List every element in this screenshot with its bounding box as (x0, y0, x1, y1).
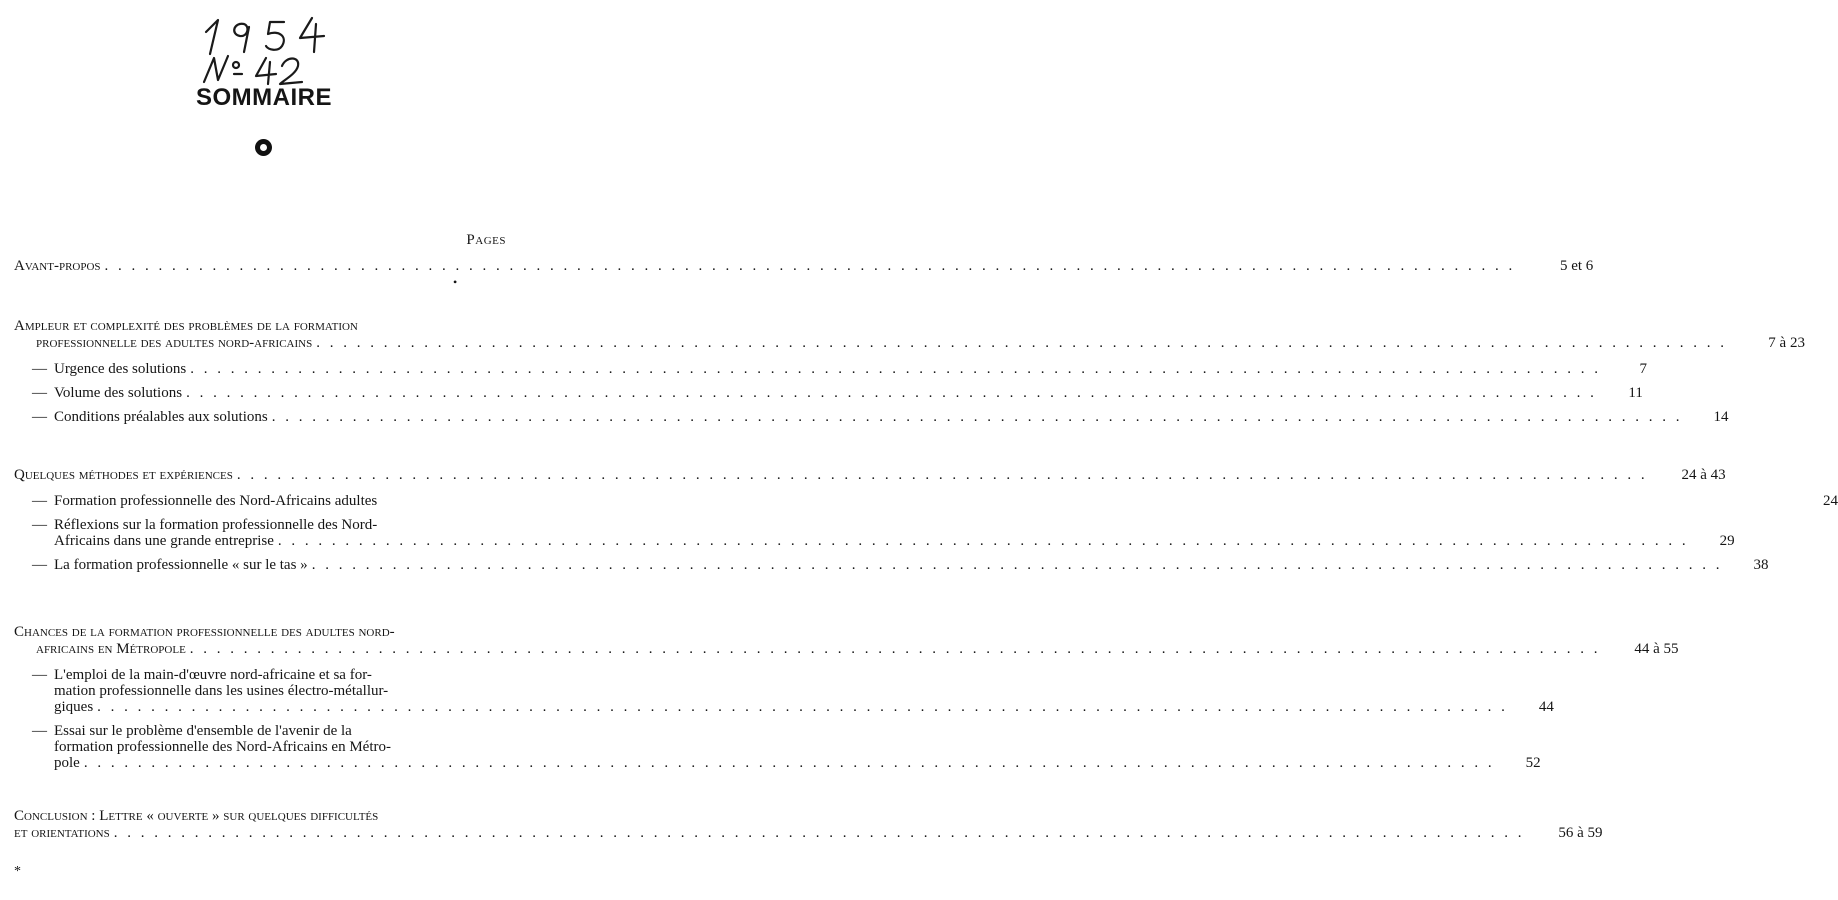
circle-ornament-icon (255, 139, 272, 156)
toc-item: — Formation professionnelle des Nord-Africains adultes 24 (32, 493, 1838, 509)
section-heading: Quelques méthodes et expériences (14, 467, 233, 483)
leader-dots (114, 825, 1525, 842)
toc-item: — Réflexions sur la formation professionnelle des Nord- Africains dans une grande entreprise . . . 29 (32, 517, 512, 549)
asterisk-mark: • (453, 275, 458, 289)
toc-item-page: 11 (1628, 385, 1643, 401)
section-heading-line: professionnelle des adultes nord-africains (36, 335, 313, 351)
toc-item-page: 29 (1719, 533, 1735, 549)
toc-item-label-line: formation professionnelle des Nord-Africains en Métro- (54, 739, 391, 755)
toc-item-label-line: giques (54, 699, 94, 715)
toc-item: — Essai sur le problème d'ensemble de l'avenir de la formation professionnelle des Nord-Africains en Métro- pole . . . 52 (32, 723, 512, 771)
toc-item-page: 38 (1753, 557, 1769, 573)
section-heading-line: Ampleur et complexité des problèmes de la formation (14, 318, 358, 334)
toc-item-label-line: mation professionnelle dans les usines électro-métallur- (54, 683, 389, 699)
toc-item-page: 44 (1538, 699, 1554, 715)
toc-section-avant-propos (14, 258, 1594, 275)
leader-dots (190, 641, 1601, 658)
leader-dots (316, 335, 1727, 352)
page-title: SOMMAIRE (196, 84, 332, 111)
toc-section-ampleur (14, 318, 1805, 433)
toc-section-conclusion (14, 808, 1603, 842)
toc-item-label: Conditions préalables aux solutions (54, 409, 268, 425)
toc-item-label-line: Réflexions sur la formation professionnelle des Nord- (54, 517, 378, 533)
toc-item-label: Urgence des solutions (54, 361, 187, 377)
section-pages: 44 à 55 (1634, 641, 1679, 657)
toc-item-label: Formation professionnelle des Nord-Africains adultes (54, 493, 378, 509)
handwritten-annotation (196, 10, 346, 88)
section-heading-line: africains en Métropole (36, 641, 186, 657)
section-pages: 56 à 59 (1558, 825, 1603, 841)
toc-item-label-line: pole (54, 755, 80, 771)
toc-item-page: 24 (1823, 493, 1838, 509)
section-pages: 24 à 43 (1681, 467, 1726, 483)
toc-item-label: La formation professionnelle « sur le tas » (54, 557, 308, 573)
toc-item: — Urgence des solutions . . . 7 (32, 361, 512, 377)
toc-item: — Conditions préalables aux solutions . . . 14 (32, 409, 512, 425)
section-heading-line: et orientations (14, 825, 110, 841)
toc-section-methodes (14, 467, 1838, 581)
toc-item-page: 52 (1525, 755, 1541, 771)
section-pages: 7 à 23 (1768, 335, 1805, 351)
toc-item-label-line: L'emploi de la main-d'œuvre nord-africaine et sa for- (54, 667, 372, 683)
section-heading: Avant-propos (14, 258, 101, 274)
section-heading-line: Conclusion : Lettre « ouverte » sur quelques difficultés (14, 808, 379, 824)
toc-item: — L'emploi de la main-d'œuvre nord-africaine et sa for- mation professionnelle dans les usines électro-métallur- giques . . . 44 (32, 667, 512, 715)
pages-column-header: Pages (466, 232, 506, 248)
toc-section-chances (14, 624, 1679, 779)
asterisk-mark: * (14, 864, 21, 879)
toc-item: — Volume des solutions . . . 11 (32, 385, 512, 401)
leader-dots (237, 467, 1648, 484)
toc-item-label-line: Africains dans une grande entreprise (54, 533, 274, 549)
toc-item-label: Volume des solutions (54, 385, 183, 401)
toc-item: — La formation professionnelle « sur le tas » . . . 38 (32, 557, 512, 573)
toc-item-page: 7 (1639, 361, 1647, 377)
toc-item-page: 14 (1713, 409, 1729, 425)
section-pages: 5 et 6 (1559, 258, 1594, 274)
toc-item-label-line: Essai sur le problème d'ensemble de l'avenir de la (54, 723, 352, 739)
section-heading-line: Chances de la formation professionnelle des adultes nord- (14, 624, 395, 640)
leader-dots (105, 258, 1516, 275)
